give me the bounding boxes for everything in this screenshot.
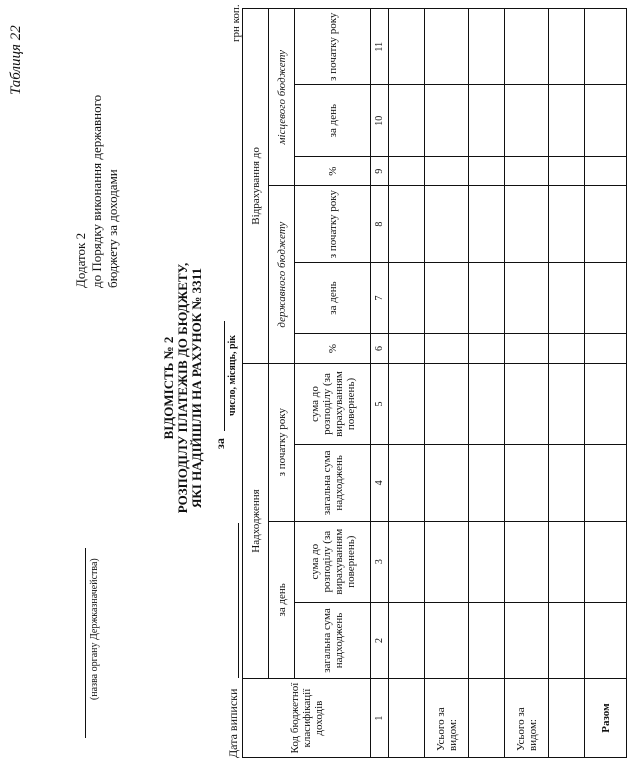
document-title: [162, 258, 204, 518]
appendix-line-2: до Порядку виконання державного: [89, 94, 104, 288]
col-num-7: 7: [371, 262, 389, 333]
receipts-header: Надходження: [243, 363, 269, 678]
column-number-row: [371, 9, 389, 758]
table-row: [389, 9, 425, 758]
appendix-line-1: Додаток 2: [73, 232, 88, 288]
table-row: [425, 9, 469, 758]
period-prefix: за: [213, 438, 227, 449]
col-num-8: 8: [371, 186, 389, 262]
table-row: [469, 9, 505, 758]
local-budget-header: місцевого бюджету: [269, 9, 295, 186]
table-number: Таблиця 22: [8, 25, 24, 95]
receipts-from-year-start-header: з початку року: [269, 363, 295, 521]
local-percent-header: %: [295, 156, 371, 186]
extract-date-line: [238, 523, 239, 678]
col-num-1: 1: [371, 679, 389, 758]
code-header: Код бюджетної класифікації доходів: [243, 679, 371, 758]
col-num-9: 9: [371, 156, 389, 186]
title-line-2: РОЗПОДІЛУ ПЛАТЕЖІВ ДО БЮДЖЕТУ,: [175, 262, 190, 514]
period-caption: число, місяць, рік: [227, 334, 238, 416]
state-per-day-header: за день: [295, 262, 371, 333]
per-day-total-header: загальна сума надходжень: [295, 602, 371, 678]
year-total-header: загальна сума надходжень: [295, 445, 371, 521]
units-label: грн коп.: [230, 4, 242, 42]
state-budget-header: державного бюджету: [269, 186, 295, 363]
subtotal-label: Усього за видом:: [425, 679, 469, 758]
year-distribute-header: сума до розподілу (за вирахуванням повернень): [295, 363, 371, 444]
distribution-table: [242, 8, 627, 758]
grand-total-label: Разом: [585, 679, 627, 758]
col-num-2: 2: [371, 602, 389, 678]
col-num-10: 10: [371, 85, 389, 156]
authority-caption: (назва органу Держказначейства): [89, 558, 100, 700]
col-num-3: 3: [371, 521, 389, 602]
state-year-header: з початку року: [295, 186, 371, 262]
col-num-6: 6: [371, 334, 389, 364]
col-num-11: 11: [371, 9, 389, 85]
appendix-note: [73, 95, 121, 288]
receipts-per-day-header: за день: [269, 521, 295, 679]
title-line-3: ЯКІ НАДІЙШЛИ НА РАХУНОК № 3311: [189, 268, 204, 508]
col-num-5: 5: [371, 363, 389, 444]
authority-name-line: [85, 548, 86, 738]
per-day-distribute-header: сума до розподілу (за вирахуванням повернень): [295, 521, 371, 602]
subtotal-label: Усього за видом:: [505, 679, 549, 758]
table-row: [505, 9, 549, 758]
appendix-line-3: бюджету за доходами: [105, 169, 120, 288]
deductions-header: Відрахування до: [243, 9, 269, 364]
table-row: [549, 9, 585, 758]
local-per-day-header: за день: [295, 85, 371, 156]
title-line-1: ВІДОМІСТЬ № 2: [161, 336, 176, 440]
extract-date-label: Дата виписки: [226, 688, 240, 758]
period-line: [224, 321, 225, 431]
state-percent-header: %: [295, 334, 371, 364]
local-year-header: з початку року: [295, 9, 371, 85]
col-num-4: 4: [371, 445, 389, 521]
table-row: [585, 9, 627, 758]
